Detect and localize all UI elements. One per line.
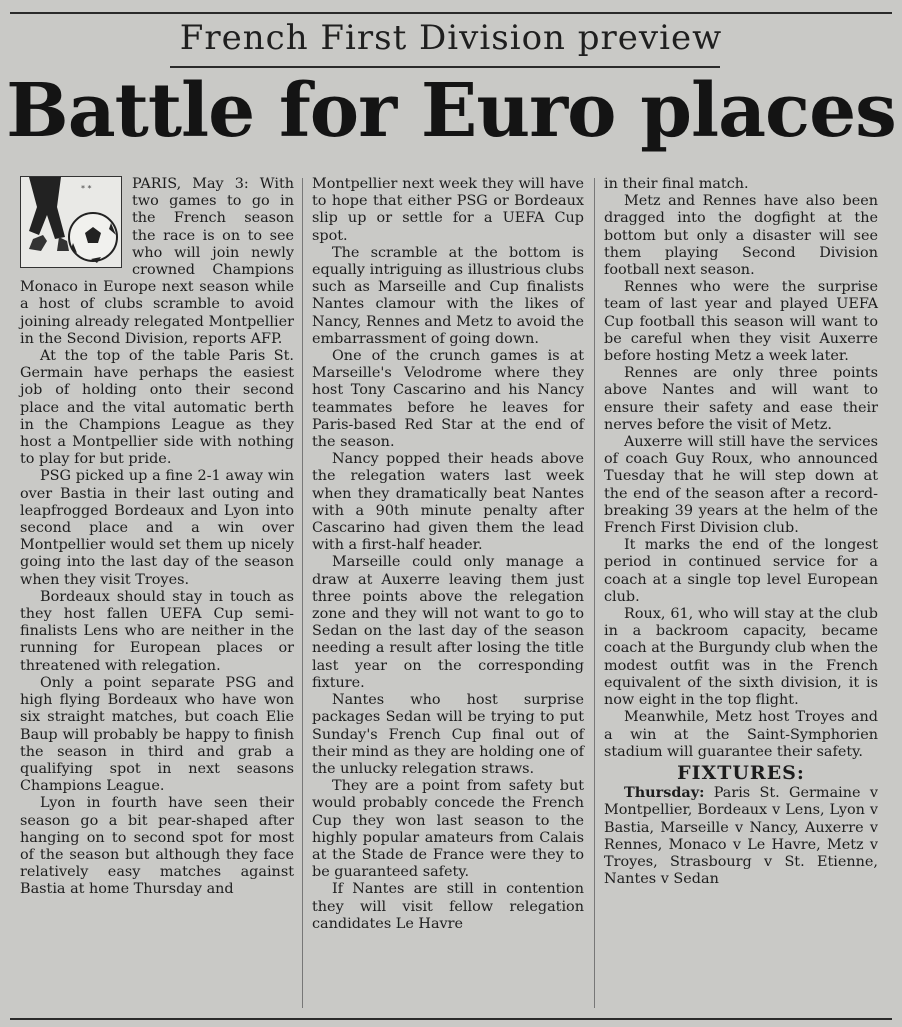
svg-text:* *: * * bbox=[81, 184, 92, 193]
paragraph: They are a point from safety but would probably concede the French Cup they won last season to the highly popular amateurs from Calais at the Stade de France were they to be guaranteed safety. bbox=[312, 778, 584, 881]
paragraph: One of the crunch games is at Marseille's Velodrome where they host Tony Cascarino and his Nancy teammates before he leaves for Paris-based Red Star at the end of the season. bbox=[312, 348, 584, 451]
fixtures-day: Thursday: bbox=[624, 784, 705, 802]
paragraph: It marks the end of the longest period in continued service for a coach at a single top level European club. bbox=[604, 537, 878, 605]
paragraph: Meanwhile, Metz host Troyes and a win at the Saint-Symphorien stadium will guarantee their safety. bbox=[604, 709, 878, 760]
paragraph: Roux, 61, who will stay at the club in a backroom capacity, became coach at the Burgundy club when the modest outfit was in the French equivalent of the sixth division, it is now eight in the top flight. bbox=[604, 606, 878, 709]
paragraph: If Nantes are still in contention they will visit fellow relegation candidates Le Havre bbox=[312, 881, 584, 932]
top-rule bbox=[10, 12, 892, 14]
fixtures-heading: FIXTURES: bbox=[677, 761, 805, 784]
fixtures-list bbox=[604, 784, 878, 888]
kicker: French First Division preview bbox=[179, 18, 723, 58]
fixtures-text: Paris St. Germaine v Montpellier, Bordeaux v Lens, Lyon v Bastia, Marseille v Nancy, Auxerre v Rennes, Monaco v Le Havre, Metz v Troyes, Strasbourg v St. Etienne, Nantes v Sedan bbox=[604, 785, 878, 888]
paragraph: Lyon in fourth have seen their season go a bit pear-shaped after hanging on to second spot for most of the season but although they face relatively easy matches against Bastia at home Thursday and bbox=[20, 795, 294, 898]
article-column-1 bbox=[20, 176, 294, 899]
article-column-3 bbox=[604, 176, 878, 888]
paragraph: Rennes who were the surprise team of last year and played UEFA Cup football this season will want to be careful when they visit Auxerre before hosting Metz a week later. bbox=[604, 279, 878, 365]
paragraph: The scramble at the bottom is equally intriguing as illustrious clubs such as Marseille and Cup finalists Nantes clamour with the likes of Nancy, Rennes and Metz to avoid the embarrassment of going down. bbox=[312, 244, 584, 347]
article-column-2 bbox=[312, 176, 584, 933]
paragraph: At the top of the table Paris St. Germain have perhaps the easiest job of holding onto their second place and the vital automatic berth in the Champions League as they host a Montpellier side with nothing to play for but pride. bbox=[20, 348, 294, 468]
paragraph: Only a point separate PSG and high flying Bordeaux who have won six straight matches, but coach Elie Baup will probably be happy to finish the season in third and grab a qualifying spot in next seasons Champions League. bbox=[20, 674, 294, 795]
paragraph: Montpellier next week they will have to hope that either PSG or Bordeaux slip up or settle for a UEFA Cup spot. bbox=[312, 176, 584, 244]
paragraph: Marseille could only manage a draw at Auxerre leaving them just three points above the relegation zone and they will not want to go to Sedan on the last day of the season needing a result after losing the title last year on the corresponding fixture. bbox=[312, 554, 584, 691]
paragraph: Rennes are only three points above Nantes and will want to ensure their safety and ease their nerves before the visit of Metz. bbox=[604, 365, 878, 433]
paragraph: PSG picked up a fine 2-1 away win over Bastia in their last outing and leapfrogged Bordeaux and Lyon into second place and a win over Montpellier would set them up nicely going into the last day of the season when they visit Troyes. bbox=[20, 468, 294, 588]
bottom-rule bbox=[10, 1018, 892, 1020]
paragraph: Bordeaux should stay in touch as they host fallen UEFA Cup semi-finalists Lens who are neither in the running for European places or threatened with relegation. bbox=[20, 588, 294, 674]
paragraph: Nantes who host surprise packages Sedan will be trying to put Sunday's French Cup final out of their mind as they are holding one of the unlucky relegation straws. bbox=[312, 692, 584, 777]
column-divider bbox=[594, 178, 595, 1008]
paragraph: PARIS, May 3: With two games to go in the French season the race is on to see who will join newly crowned Champions Monaco in Europe next season while a host of clubs scramble to avoid joining already relegated Montpellier in the Second Division, reports AFP. bbox=[20, 176, 294, 347]
paragraph: Nancy popped their heads above the relegation waters last week when they dramatically beat Nantes with a 90th minute penalty after Cascarino had given them the lead with a first-half header. bbox=[312, 451, 584, 554]
paragraph: Auxerre will still have the services of coach Guy Roux, who announced Tuesday that he will step down at the end of the season after a record-breaking 39 years at the helm of the French First Division club. bbox=[604, 434, 878, 537]
paragraph: Metz and Rennes have also been dragged into the dogfight at the bottom but only a disaster will see them playing Second Division football next season. bbox=[604, 193, 878, 279]
football-player-icon bbox=[20, 176, 122, 268]
paragraph: in their final match. bbox=[604, 176, 749, 192]
headline: Battle for Euro places bbox=[6, 68, 896, 154]
column-divider bbox=[302, 178, 303, 1008]
